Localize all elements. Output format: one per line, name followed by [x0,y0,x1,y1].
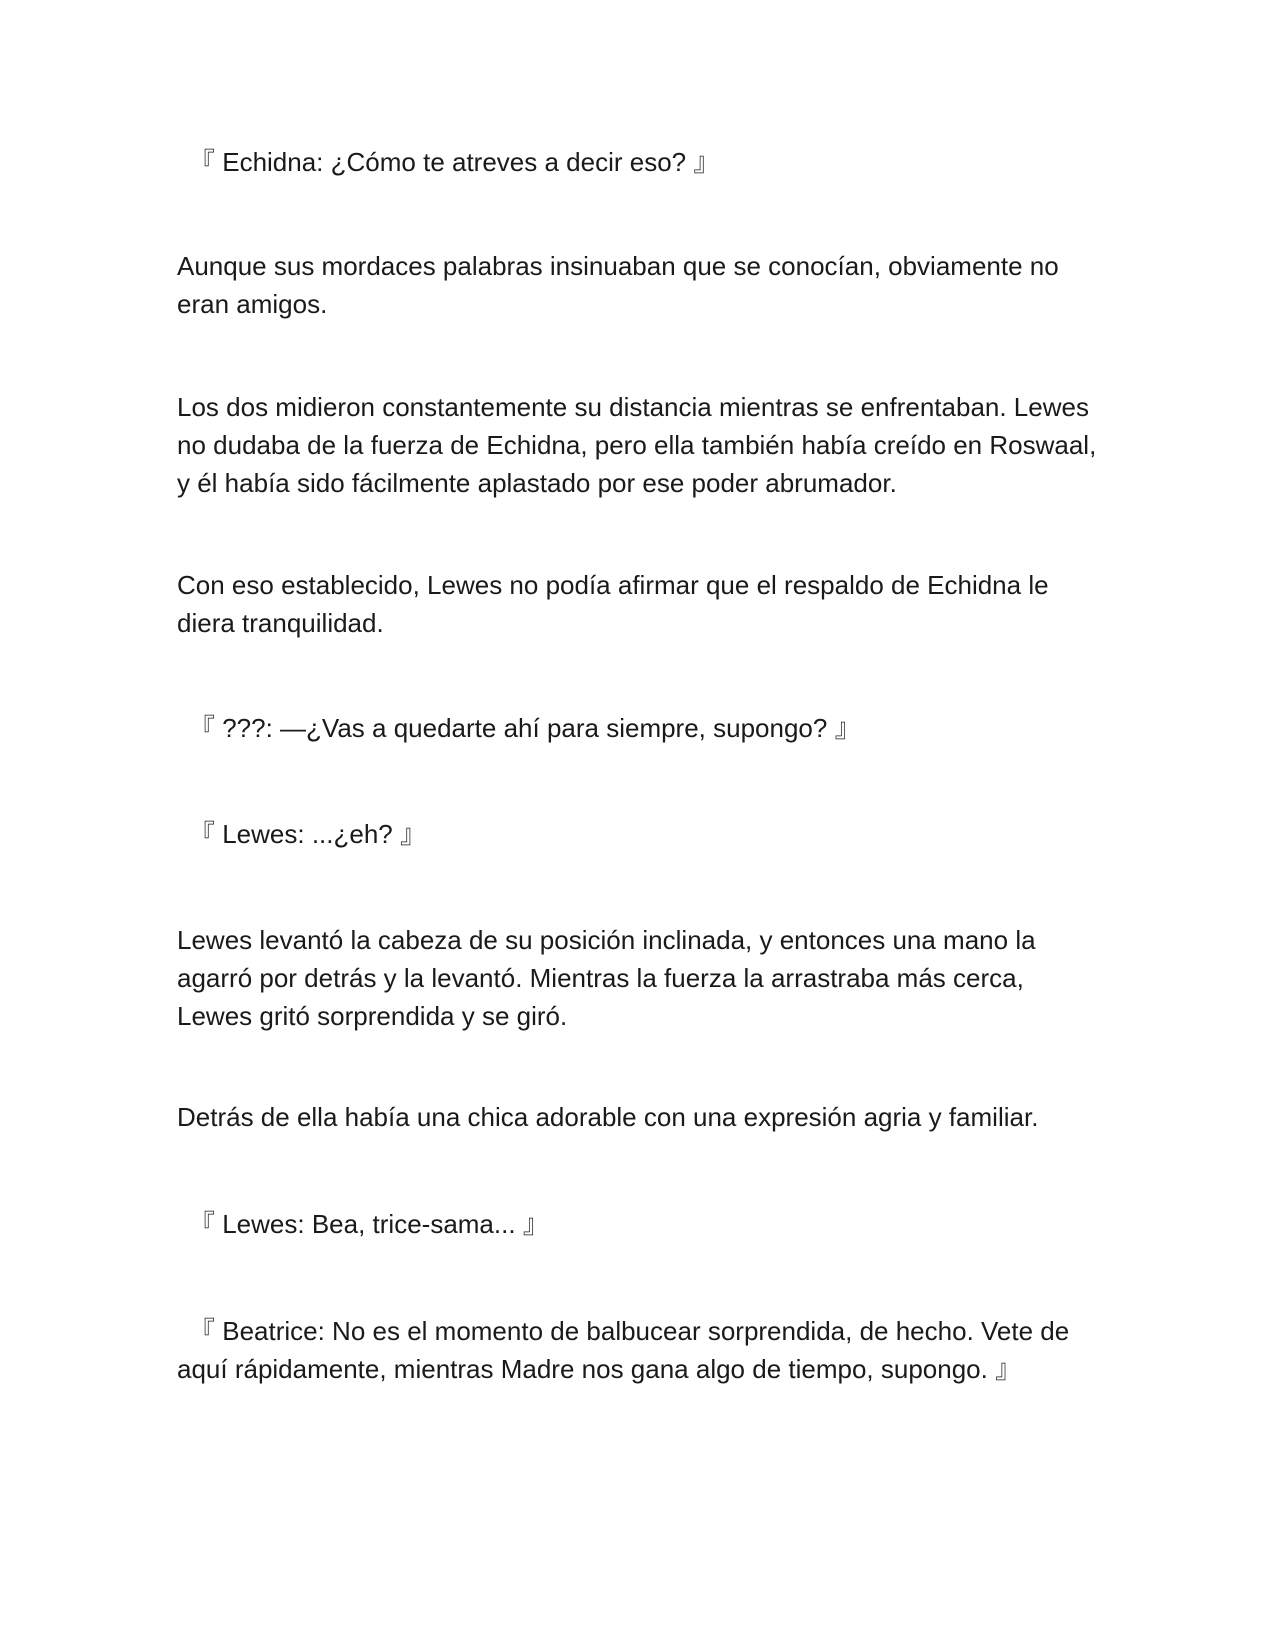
paragraph-narration: Los dos midieron constantemente su distancia mientras se enfrentaban. Lewes no dudaba de la fuerza de Echidna, pero ella también había creído en Roswaal, y él había sido fácilmente aplastado por ese poder abrumador. [177,392,1097,498]
paragraph-narration: Lewes levantó la cabeza de su posición inclinada, y entonces una mano la agarró por detrás y la levantó. Mientras la fuerza la arrastraba más cerca, Lewes gritó sorprendida y se giró. [177,925,1036,1031]
paragraph-narration: Detrás de ella había una chica adorable con una expresión agria y familiar. [177,1102,1039,1132]
dialogue-beatrice: 『 Beatrice: No es el momento de balbucear sorprendida, de hecho. Vete de aquí rápidamente, mientras Madre nos gana algo de tiempo, supongo. 』 [177,1316,1070,1384]
dialogue-unknown: 『 ???: —¿Vas a quedarte ahí para siempre, supongo? 』 [189,713,861,743]
dialogue-lewes: 『 Lewes: ...¿eh? 』 [189,819,426,849]
dialogue-echidna: 『 Echidna: ¿Cómo te atreves a decir eso? 』 [189,147,720,177]
paragraph-narration: Aunque sus mordaces palabras insinuaban que se conocían, obviamente no eran amigos. [177,251,1059,319]
dialogue-lewes: 『 Lewes: Bea, trice-sama... 』 [189,1209,549,1239]
paragraph-narration: Con eso establecido, Lewes no podía afirmar que el respaldo de Echidna le diera tranquilidad. [177,570,1049,638]
